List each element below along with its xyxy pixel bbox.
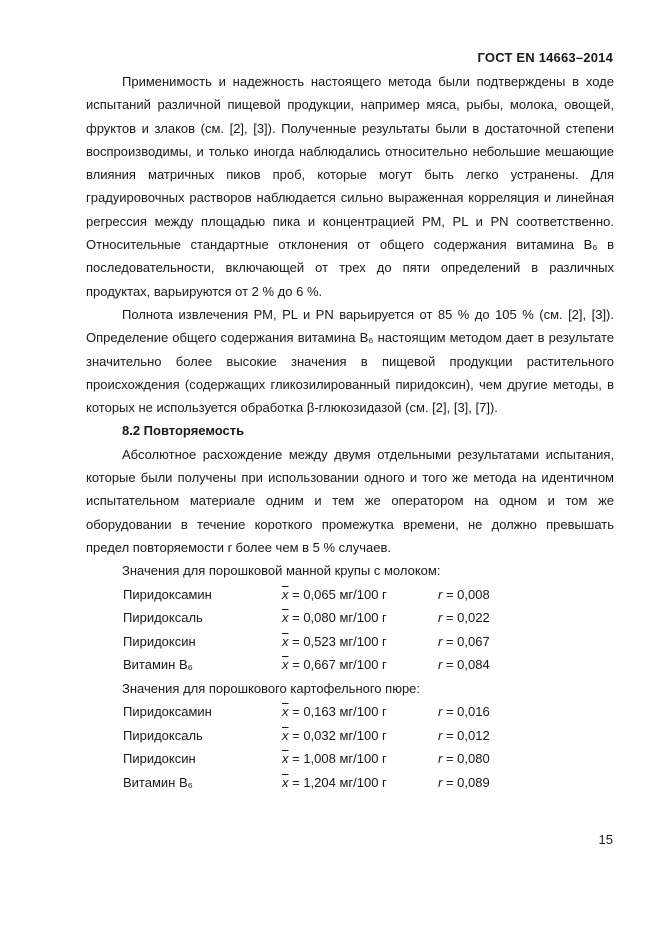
repeatability-value — [438, 724, 490, 748]
paragraph-applicability: Применимость и надежность настоящего метода были подтверждены в ходе испытаний различной пищевой продукции, например мяса, рыбы, молока, овощей, фруктов и злаков (см. [2], [3]). Полученные результаты были в достаточной степени воспроизводимы, и только иногда наблюдались относительно небольшие мешающие влияния матричных пиков проб, которые могут быть легко устранены. Для градуировочных растворов наблюдается сильно выраженная корреляция и линейная регрессия между площадью пика и концентрацией РМ, PL и PN соответственно. Относительные стандартные отклонения от общего содержания витамина B₆ в последовательности, включающей от трех до пяти определений в различных продуктах, варьируются от 2 % до 6 %. — [86, 74, 614, 299]
mean-value-text: = 1,008 мг/100 г — [288, 751, 387, 767]
table-row — [86, 700, 614, 724]
page-number: 15 — [598, 832, 613, 847]
mean-value — [282, 606, 387, 630]
table-intro: Значения для порошкового картофельного пюре: — [122, 680, 421, 696]
paragraph-recovery: Полнота извлечения РМ, PL и PN варьируется от 85 % до 105 % (см. [2], [3]). Определение общего содержания витамина B₆ настоящим методом дает в результате значительно более высокие значения в пищевой продукции растительного происхождения (содержащих гликозилированный пиридоксин), чем другие методы, в которых не используется обработка β-глюкозидазой (см. [2], [3], [7]). — [86, 306, 614, 416]
values-table-potato — [86, 677, 614, 795]
repeatability-value — [438, 653, 490, 677]
mean-value-text: = 0,032 мг/100 г — [288, 727, 387, 743]
mean-value — [282, 724, 387, 748]
repeatability-value-text: = 0,080 — [442, 751, 490, 767]
repeatability-symbol: r — [438, 751, 443, 767]
mean-value — [282, 700, 387, 724]
mean-value-text: = 0,667 мг/100 г — [288, 657, 387, 673]
repeatability-value — [438, 747, 490, 771]
analyte-name: Пиридоксамин — [123, 586, 212, 602]
repeatability-value-text: = 0,089 — [442, 774, 490, 790]
analyte-name: Витамин B₆ — [123, 657, 193, 673]
repeatability-symbol: r — [438, 657, 443, 673]
mean-value-text: = 0,065 мг/100 г — [288, 586, 387, 602]
page-content — [86, 70, 614, 795]
repeatability-symbol: r — [438, 633, 443, 649]
repeatability-value-text: = 0,067 — [442, 633, 490, 649]
mean-value-text: = 0,080 мг/100 г — [288, 610, 387, 626]
repeatability-value-text: = 0,008 — [442, 586, 490, 602]
repeatability-value — [438, 700, 490, 724]
mean-symbol: $\overline{x}$ — [282, 633, 289, 649]
mean-symbol: $\overline{x}$ — [282, 586, 289, 602]
analyte-name: Пиридоксин — [123, 633, 196, 649]
table-row — [86, 653, 614, 677]
analyte-name: Пиридоксин — [123, 751, 196, 767]
mean-value-text: = 1,204 мг/100 г — [288, 774, 387, 790]
table-intro: Значения для порошковой манной крупы с молоком: — [122, 563, 441, 579]
repeatability-value-text: = 0,084 — [442, 657, 490, 673]
section-title: 8.2 Повторяемость — [122, 423, 245, 439]
mean-value — [282, 630, 387, 654]
repeatability-symbol: r — [438, 586, 443, 602]
repeatability-symbol: r — [438, 774, 443, 790]
table-row — [86, 771, 614, 795]
mean-value — [282, 747, 387, 771]
repeatability-value-text: = 0,022 — [442, 610, 490, 626]
repeatability-value-text: = 0,012 — [442, 727, 490, 743]
analyte-name: Пиридоксаль — [123, 727, 203, 743]
mean-value — [282, 583, 387, 607]
analyte-name: Пиридоксаль — [123, 610, 203, 626]
mean-symbol: $\overline{x}$ — [282, 774, 289, 790]
table-row — [86, 724, 614, 748]
mean-value — [282, 653, 387, 677]
values-table-semolina — [86, 559, 614, 677]
repeatability-symbol: r — [438, 727, 443, 743]
repeatability-value — [438, 606, 490, 630]
repeatability-symbol: r — [438, 610, 443, 626]
analyte-name: Пиридоксамин — [123, 704, 212, 720]
mean-value-text: = 0,163 мг/100 г — [288, 704, 387, 720]
analyte-name: Витамин B₆ — [123, 774, 193, 790]
document-header: ГОСТ EN 14663–2014 — [477, 50, 613, 65]
repeatability-value — [438, 771, 490, 795]
mean-symbol: $\overline{x}$ — [282, 657, 289, 673]
mean-symbol: $\overline{x}$ — [282, 727, 289, 743]
table-row — [86, 747, 614, 771]
repeatability-value-text: = 0,016 — [442, 704, 490, 720]
repeatability-symbol: r — [438, 704, 443, 720]
mean-symbol: $\overline{x}$ — [282, 704, 289, 720]
mean-symbol: $\overline{x}$ — [282, 751, 289, 767]
table-row — [86, 606, 614, 630]
repeatability-value — [438, 583, 490, 607]
mean-symbol: $\overline{x}$ — [282, 610, 289, 626]
mean-value — [282, 771, 387, 795]
table-row — [86, 630, 614, 654]
paragraph-repeatability: Абсолютное расхождение между двумя отдельными результатами испытания, которые были получены при использовании одного и того же метода на идентичном испытательном материале одним и тем же оператором на одном и том же оборудовании в течение короткого промежутка времени, не должно превышать предел повторяемости r более чем в 5 % случаев. — [86, 446, 614, 555]
mean-value-text: = 0,523 мг/100 г — [288, 633, 387, 649]
table-row — [86, 583, 614, 607]
repeatability-value — [438, 630, 490, 654]
